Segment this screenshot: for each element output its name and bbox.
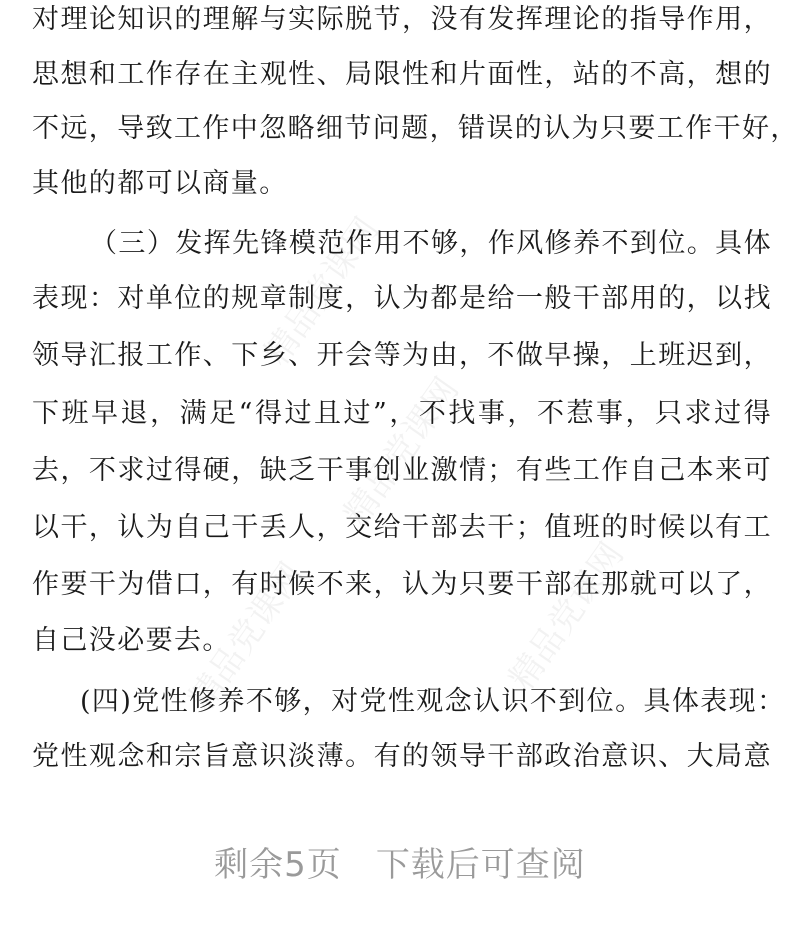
text-line: 去，不求过得硬，缺乏干事创业激情；有些工作自己本来可 [32, 455, 772, 486]
text-line: 思想和工作存在主观性、局限性和片面性，站的不高，想的 [32, 59, 772, 90]
text-line: 对理论知识的理解与实际脱节，没有发挥理论的指导作用， [32, 4, 772, 35]
text-line: 以干，认为自己干丢人，交给干部去干；值班的时候以有工 [32, 512, 772, 543]
watermark: 精品党课网 [256, 210, 387, 373]
watermark: 精品党课网 [181, 555, 312, 718]
text-line: 不远，导致工作中忽略细节问题，错误的认为只要工作干好， [32, 113, 799, 144]
text-line: 作要干为借口，有时候不来，认为只要干部在那就可以了， [32, 569, 772, 600]
section-heading-4: (四)党性修养不够，对党性观念认识不到位。具体表现： [80, 686, 786, 717]
text-line: 自己没必要去。 [32, 625, 231, 656]
watermark: 精品党课网 [336, 370, 467, 533]
section-heading-3: （三）发挥先锋模范作用不够，作风修养不到位。具体 [90, 228, 772, 259]
text-line: 表现：对单位的规章制度，认为都是给一般干部用的，以找 [32, 283, 772, 314]
text-line: 党性观念和宗旨意识淡薄。有的领导干部政治意识、大局意 [32, 741, 772, 772]
remaining-pages-label: 剩余5页 [214, 845, 342, 885]
download-prompt[interactable] [0, 835, 800, 895]
download-to-view-label: 下载后可查阅 [375, 845, 586, 885]
text-line: 领导汇报工作、下乡、开会等为由，不做早操，上班迟到， [32, 340, 772, 371]
text-line: 下班早退，满足“得过且过”，不找事，不惹事，只求过得 [32, 398, 772, 429]
watermark: 精品党课网 [501, 535, 632, 698]
text-line: 其他的都可以商量。 [32, 168, 288, 199]
